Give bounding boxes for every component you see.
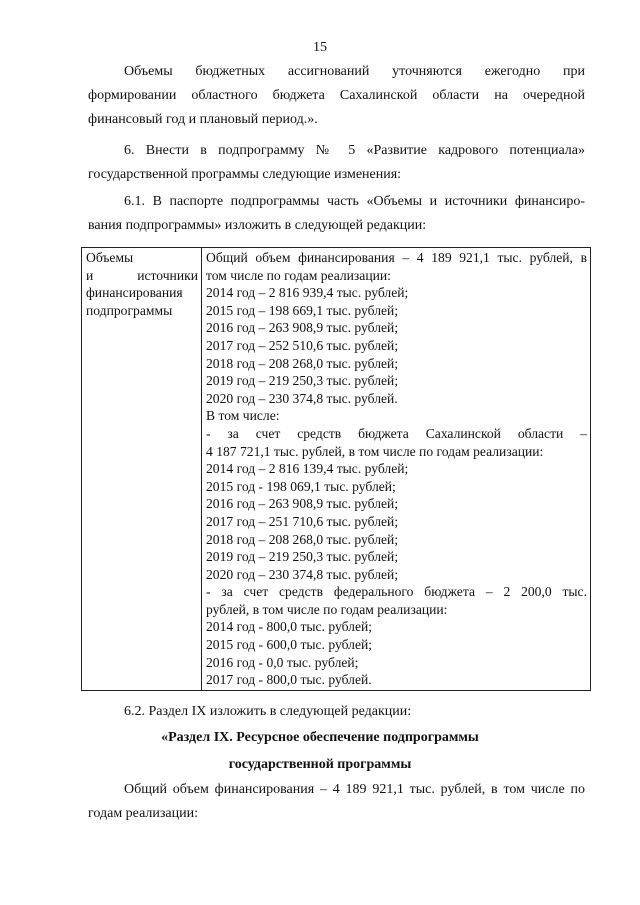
section-title-line-1: «Раздел IX. Ресурсное обеспечение подпрограммы	[161, 730, 479, 745]
cell-text-line: В том числе:	[206, 408, 280, 424]
cell-text-line: 2014 год – 2 816 139,4 тыс. рублей;	[206, 461, 409, 477]
cell-text-line: 2014 год – 2 816 939,4 тыс. рублей;	[206, 285, 409, 301]
cell-text-line: 2019 год – 219 250,3 тыс. рублей;	[206, 549, 399, 565]
text-line: финансовый год и плановый период.».	[88, 112, 318, 127]
cell-text-line: и источники	[86, 267, 198, 283]
cell-text-line: 2016 год – 263 908,9 тыс. рублей;	[206, 320, 399, 336]
text-line: вания подпрограммы» изложить в следующей редакции:	[88, 218, 427, 233]
intro-paragraph	[88, 60, 585, 132]
passport-table	[81, 247, 591, 691]
cell-text-line: - за счет средств бюджета Сахалинской области –	[206, 425, 587, 441]
cell-text-line: 2018 год – 208 268,0 тыс. рублей;	[206, 355, 399, 371]
text-line: формировании областного бюджета Сахалинской области на очередной	[88, 88, 585, 103]
item-6-paragraph	[88, 139, 585, 187]
final-paragraph	[88, 778, 585, 826]
cell-text-line: 2018 год – 208 268,0 тыс. рублей;	[206, 531, 399, 547]
item-6-1-paragraph	[88, 190, 585, 238]
item-6-2-paragraph	[88, 700, 585, 724]
text-line: 6.2. Раздел IX изложить в следующей редакции:	[124, 704, 412, 719]
cell-text-line: Объемы	[86, 250, 134, 265]
cell-text-line: 2015 год - 600,0 тыс. рублей;	[206, 637, 373, 653]
cell-text-line: 2016 год – 263 908,9 тыс. рублей;	[206, 496, 399, 512]
table-cell-value	[202, 248, 591, 691]
cell-text-line: 2017 год – 252 510,6 тыс. рублей;	[206, 337, 399, 353]
cell-text-line: 4 187 721,1 тыс. рублей, в том числе по годам реализации:	[206, 443, 544, 459]
cell-text-line: рублей, в том числе по годам реализации:	[206, 601, 448, 617]
cell-text-line: Общий объем финансирования – 4 189 921,1 тыс. рублей, в	[206, 250, 587, 265]
cell-text-line: 2019 год – 219 250,3 тыс. рублей;	[206, 373, 399, 389]
text-line: годам реализации:	[88, 806, 198, 821]
cell-text-line: том числе по годам реализации:	[206, 267, 391, 283]
cell-text-line: подпрограммы	[86, 302, 173, 318]
cell-text-line: 2020 год – 230 374,8 тыс. рублей;	[206, 566, 399, 582]
cell-text-line: 2020 год – 230 374,8 тыс. рублей.	[206, 390, 398, 406]
text-line: 6. Внести в подпрограмму № 5 «Развитие кадрового потенциала»	[124, 143, 585, 158]
cell-text-line: 2017 год - 800,0 тыс. рублей.	[206, 672, 372, 688]
text-line: Объемы бюджетных ассигнований уточняются ежегодно при	[124, 64, 585, 79]
cell-text-line: финансирования	[86, 285, 183, 301]
cell-text-line: 2015 год – 198 669,1 тыс. рублей;	[206, 302, 399, 318]
table-row	[82, 248, 591, 691]
cell-text-line: 2015 год - 198 069,1 тыс. рублей;	[206, 478, 396, 494]
cell-text-line: 2017 год – 251 710,6 тыс. рублей;	[206, 513, 399, 529]
page-number: 15	[313, 40, 327, 55]
text-line: 6.1. В паспорте подпрограммы часть «Объемы и источники финансиро-	[124, 194, 585, 209]
text-line: Общий объем финансирования – 4 189 921,1 тыс. рублей, в том числе по	[124, 782, 585, 797]
cell-text-line: 2014 год - 800,0 тыс. рублей;	[206, 619, 373, 635]
table-cell-label	[82, 248, 202, 691]
section-title-line-2: государственной программы	[228, 757, 412, 772]
cell-text-line: - за счет средств федерального бюджета – 2 200,0 тыс.	[206, 584, 587, 600]
text-line: государственной программы следующие изменения:	[88, 167, 402, 182]
cell-text-line: 2016 год - 0,0 тыс. рублей;	[206, 654, 359, 670]
